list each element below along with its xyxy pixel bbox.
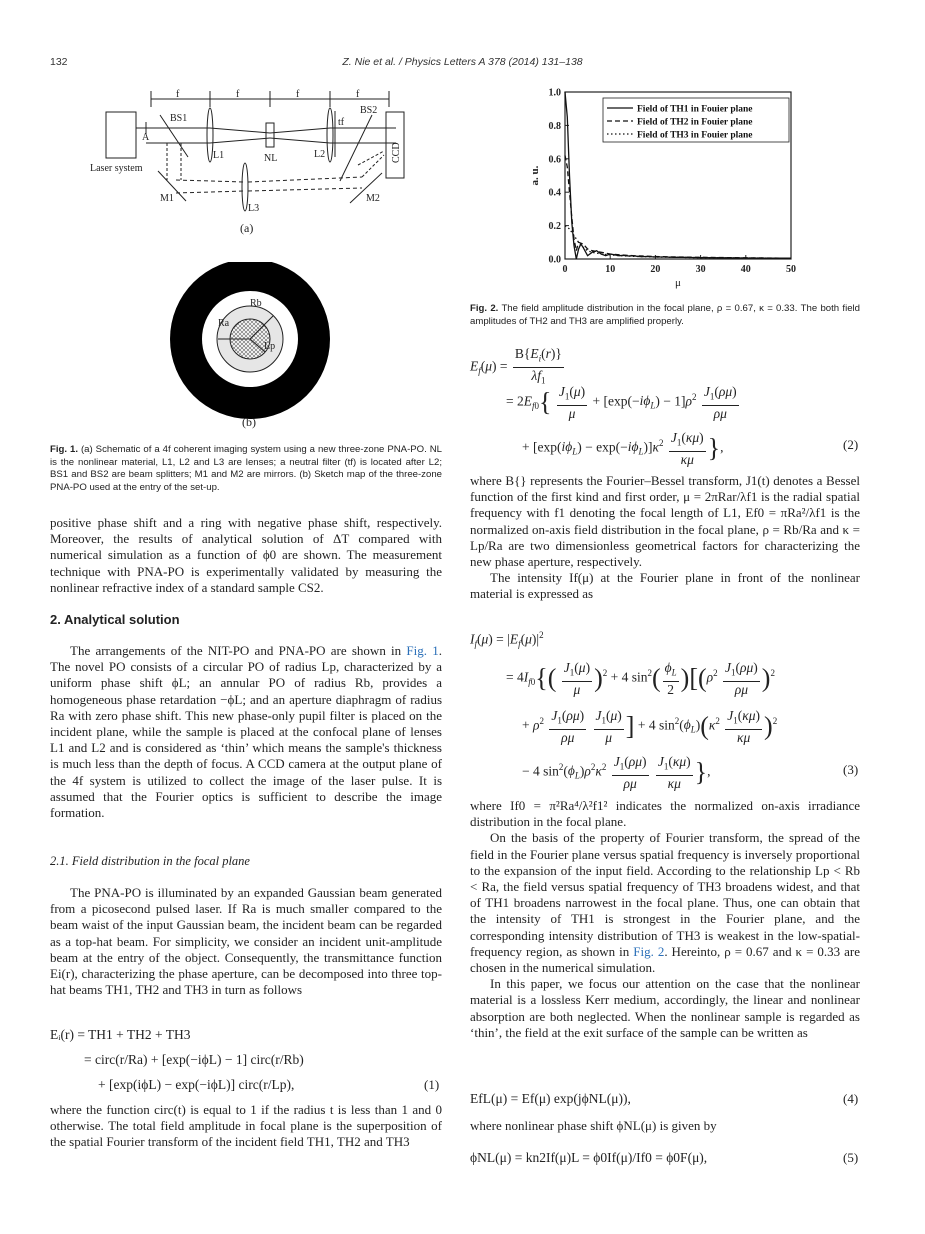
bs2-label: BS2 [360, 105, 378, 116]
left-column-intro [50, 515, 442, 596]
eq2-block: $E_f(\mu)$ = $\frac{B\{E_i(r)\}}{\lambda f_1}$ = $2E_{f0}${ $\frac{J_1(\mu)}{\mu}$ + $[\exp(-i\phi_L) - 1]\rho^2$ $\frac{J_1(\rho\mu)}{\rho\mu}$ + $[\exp(i\phi_L) - \exp(-i\phi_L)]\kappa^2$ $\frac{J_1(\kappa\mu)}{\kappa\mu}$ }, [470, 346, 737, 467]
running-citation: Z. Nie et al. / Physics Letters A 378 (2014) 131–138 [342, 56, 583, 68]
fourier-bessel-block [470, 473, 860, 603]
figure1-caption-label: Fig. 1. [50, 444, 79, 455]
eq5: ϕNL(μ) = kn2If(μ)L = ϕ0If(μ)/If0 = ϕ0F(μ), [470, 1150, 708, 1165]
fig2-link[interactable]: Fig. 2 [633, 943, 665, 959]
l3-label: L3 [248, 203, 260, 214]
eq1-line3: + [exp(iϕL) − exp(−iϕL)] circ(r/Lp), [98, 1077, 295, 1092]
y-tick-label: 1.0 [548, 87, 561, 99]
series-line-2 [565, 156, 791, 259]
eq3-block: $I_f(\mu) = |E_f(\mu)|^2$ = $4I_{f0}${( $\frac{J_1(\mu)}{\mu}$ )$^2$ + 4 $\sin^2$( $\frac{\phi_L}{2}$ )[($\rho^2$ $\frac{J_1(\rho\mu)}{\rho\mu}$ )$^2$ + $\rho^2$ $\frac{J_1(\rho\mu)}{\rho\mu}$ $\frac{J_1(\mu)}{\mu}$ ] + 4 $\sin^2(\phi_L)(\kappa^2$ $\frac{J_1(\kappa\mu)}{\kappa\mu}$ )$^2$ − 4 $\sin^2(\phi_L)\rho^2\kappa^2$ $\frac{J_1(\rho\mu)}{\rho\mu}$ $\frac{J_1(\kappa\mu)}{\kappa\mu}$ }, [470, 630, 778, 791]
page-number: 132 [50, 56, 68, 68]
y-tick-label: 0.0 [548, 254, 561, 266]
y-axis-label: a. u. [529, 165, 541, 186]
figure1-schematic [90, 85, 420, 240]
m2-label: M2 [366, 193, 380, 204]
m1-label: M1 [160, 193, 174, 204]
x-axis-label: μ [675, 277, 681, 289]
basis-text-b: . Hereinto, ρ = 0.67 and κ = 0.33 are chosen in the numerical simulation. [470, 943, 860, 976]
intensity-paragraph: The intensity If(μ) at the Fourier plane in front of the nonlinear material is expressed as [470, 570, 860, 602]
ccd-label: CCD [391, 142, 402, 163]
figure2-caption [470, 303, 860, 328]
figure1-caption [50, 444, 442, 494]
f-label-3: f [296, 89, 300, 100]
f-label-1: f [176, 89, 180, 100]
l1-label: L1 [213, 150, 225, 161]
f-label-4: f [356, 89, 360, 100]
eq1-line2: = circ(r/Ra) + [exp(−iϕL) − 1] circ(r/Rb) [84, 1052, 304, 1067]
arrangements-paragraph [50, 643, 442, 821]
fig1-link[interactable]: Fig. 1 [406, 643, 439, 658]
arrangements-text-b: . The novel PO consists of a circular PO of radius Lp, characterized by a uniform phase shift ϕL; an annular PO of radius Rb, provides a homogeneous phase retardation −ϕL; and an aperture diaphragm of radius Ra with zero phase shift. This new phase-only pupil filter is placed on the incident plane, while the sample is placed at the confocal plane of lenses L1 and L2 and is considered as ‘thin’ which means the sample's thickness is much less than the depth of focus. A CCD camera at the output plane of the 4f system is utilized to collect the image of the laser pulse. It is assumed that the Fourier optics is sufficient to describe the image formation. [50, 643, 443, 821]
illuminated-block [50, 885, 442, 998]
x-tick-label: 30 [695, 264, 706, 275]
arrangements-block [50, 643, 442, 821]
eq4-number: (4) [843, 1091, 859, 1106]
y-tick-label: 0.2 [548, 221, 561, 233]
lp-label: Lp [264, 341, 276, 352]
kerr-paragraph: In this paper, we focus our attention on the case that the nonlinear material is a lossless Kerr medium, accordingly, the linear and nonlinear absorption are both neglected. When the nonlinear sample is regarded as ‘thin’, the field at the exit surface of the sample can be written as [470, 976, 860, 1040]
legend-entry-3: Field of TH3 in Fouier plane [637, 130, 753, 141]
if0-paragraph: where If0 = π²Ra⁴/λ²f1² indicates the normalized on-axis irradiance distribution in the focal plane. [470, 798, 860, 830]
basis-paragraph [470, 830, 860, 976]
y-tick-label: 0.4 [548, 187, 561, 199]
tf-label: tf [338, 117, 345, 128]
phase-block [470, 1118, 860, 1134]
figure1-aperture [160, 262, 340, 432]
eq1-number: (1) [424, 1077, 440, 1092]
subsection-title: 2.1. Field distribution in the focal plane [50, 854, 250, 868]
phase-paragraph: where nonlinear phase shift ϕNL(μ) is given by [470, 1118, 717, 1133]
f-label-2: f [236, 89, 240, 100]
figure2-chart [526, 80, 806, 290]
legend-entry-2: Field of TH2 in Fouier plane [637, 117, 753, 128]
eq4: EfL(μ) = Ef(μ) exp(jϕNL(μ)), [470, 1091, 631, 1106]
series-line-3 [565, 226, 791, 259]
x-tick-label: 40 [740, 264, 751, 275]
bs1-label: BS1 [170, 113, 188, 124]
figure1b-sublabel: (b) [242, 415, 256, 429]
circ-block [50, 1102, 442, 1151]
rb-label: Rb [250, 298, 262, 309]
figure1-caption-text: (a) Schematic of a 4f coherent imaging system using a new three-zone PNA-PO. NL is the nonlinear material, L1, L2 and L3 are lenses; a neutral filter (tf) is located after L2; BS1 and BS2 are beam splitters; M1 and M2 are mirrors. (b) Sketch map of the three-zone PNA-PO used at the entry of the set-up. [50, 444, 443, 493]
nl-label: NL [264, 153, 278, 164]
intro-paragraph: positive phase shift and a ring with negative phase shift, respectively. Moreover, the results of analytical solution of ΔT compared with numerical simulation as a function of ϕ0 are shown. The measurement technique with PNA-PO is experimentally validated by measuring the nonlinear refractive index of a standard sample CS2. [50, 515, 442, 595]
circ-paragraph: where the function circ(t) is equal to 1 if the radius t is less than 1 and 0 otherwise. The total field amplitude in focal plane is the superposition of the spatial Fourier transform of the incident field TH1, TH2 and TH3 [50, 1102, 442, 1150]
eq3-number: (3) [843, 762, 859, 777]
a-label: A [142, 132, 150, 143]
x-tick-label: 50 [786, 264, 796, 275]
eq5-number: (5) [843, 1150, 859, 1165]
fourier-bessel-paragraph: where B{} represents the Fourier–Bessel transform, J1(t) denotes a Bessel function of the first kind and first order, μ = 2πRar/λf1 is the radial spatial frequency with f1 denoting the focal length of L1, Ef0 = πRa²/λf1 is the normalized on-axis field distribution in the focal plane, ρ = Rb/Ra and κ = Lp/Ra are two dimensionless geometrical factors for characterizing the new phase aperture, respectively. [470, 473, 860, 570]
eq2-number: (2) [843, 437, 859, 452]
x-tick-label: 0 [562, 264, 568, 275]
y-tick-label: 0.6 [548, 154, 561, 166]
laser-label: Laser system [90, 163, 143, 174]
right-column-main [470, 798, 860, 1041]
arrangements-text-a: The arrangements of the NIT-PO and PNA-PO are shown in [70, 643, 402, 658]
x-tick-label: 10 [605, 264, 616, 275]
figure2-caption-label: Fig. 2. [470, 303, 499, 314]
illuminated-paragraph: The PNA-PO is illuminated by an expanded Gaussian beam generated from a picosecond pulsed laser. If Ra is much smaller compared to the beam waist of the input Gaussian beam, the incident beam can be regarded as a top-hat beam. For simplicity, we consider an incident unit-amplitude beam at the entry of the object. Consequently, the transmittance function Ei(r), characterizing the phase aperture, can be decomposed into three top-hat beams TH1, TH2 and TH3 in turn as follows [50, 885, 442, 998]
x-tick-label: 20 [650, 264, 661, 275]
section-title: 2. Analytical solution [50, 612, 180, 627]
legend-entry-1: Field of TH1 in Fouier plane [637, 104, 753, 115]
figure2-caption-text: The field amplitude distribution in the focal plane, ρ = 0.67, κ = 0.33. The both field amplitudes of TH2 and TH3 are amplified properly. [470, 303, 861, 327]
basis-text-a: On the basis of the property of Fourier transform, the spread of the field in the Fourier plane versus spatial frequency is inversely proportional to the expansion of the input field. According to the relationship Lp < Rb < Ra, the field versus spatial frequency of TH3 broadens widest, and that of TH1 broadens narrowest in the focal plane. Thus, one can obtain that the intensity of TH1 is strongest in the Fourier plane, and the corresponding intensity distribution of TH3 is weakest in the low-spatial-frequency region, as shown in [470, 830, 860, 959]
ra-label: Ra [218, 318, 230, 329]
y-tick-label: 0.8 [548, 120, 561, 132]
l2-label: L2 [314, 149, 326, 160]
figure1a-sublabel: (a) [240, 221, 254, 235]
eq1-line1: Eᵢ(r) = TH1 + TH2 + TH3 [50, 1027, 191, 1042]
